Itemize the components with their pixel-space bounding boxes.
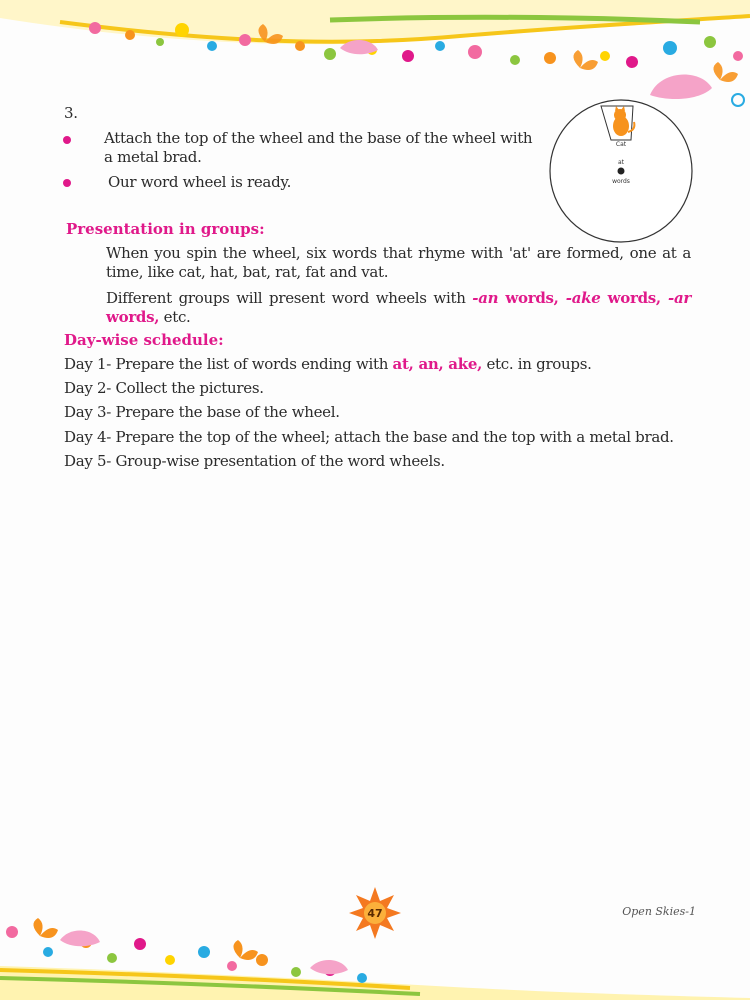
schedule-item: Day 4- Prepare the top of the wheel; attach the base and the top with a metal brad. bbox=[64, 428, 674, 446]
section-heading: Presentation in groups: bbox=[66, 220, 265, 238]
bullet-dot bbox=[63, 136, 71, 144]
schedule-item: Day 5- Group-wise presentation of the word wheels. bbox=[64, 452, 445, 470]
schedule-text: etc. in groups. bbox=[482, 355, 592, 373]
highlight-text: words, bbox=[498, 289, 566, 307]
wheel-center-label: words bbox=[612, 178, 630, 185]
schedule-item: Day 2- Collect the pictures. bbox=[64, 379, 264, 397]
highlight-suffix: -an bbox=[472, 289, 499, 307]
paragraph-text: etc. bbox=[159, 308, 191, 326]
paragraph: When you spin the wheel, six words that rhyme with 'at' are formed, one at a time, like cat, hat, bat, rat, fat and vat. bbox=[106, 244, 691, 281]
step-number: 3. bbox=[64, 104, 78, 122]
page-number: 47 bbox=[367, 907, 383, 920]
schedule-text: Day 1- Prepare the list of words ending with bbox=[64, 355, 393, 373]
wheel-center-label: at bbox=[617, 159, 625, 166]
paragraph bbox=[106, 289, 691, 327]
bottom-floral-border bbox=[0, 900, 750, 1000]
bullet-item: Our word wheel is ready. bbox=[108, 173, 292, 191]
wheel-cell-label: Cat bbox=[615, 141, 627, 148]
highlight-text: words, bbox=[600, 289, 669, 307]
word-wheel-illustration bbox=[548, 98, 694, 244]
bullet-item: Attach the top of the wheel and the base of the wheel with a metal brad. bbox=[104, 129, 533, 166]
schedule-item: Day 3- Prepare the base of the wheel. bbox=[64, 403, 340, 421]
bullet-dot bbox=[63, 179, 71, 187]
highlight-suffix: -ake bbox=[565, 289, 601, 307]
section-heading: Day-wise schedule: bbox=[64, 331, 224, 349]
highlight-suffix: -ar bbox=[668, 289, 691, 307]
highlight-text: words, bbox=[106, 308, 160, 326]
highlight-text: at, an, ake, bbox=[392, 355, 482, 373]
schedule-item bbox=[64, 355, 592, 374]
paragraph-text: Different groups will present word wheels with bbox=[106, 289, 473, 307]
book-title: Open Skies-1 bbox=[622, 905, 696, 918]
